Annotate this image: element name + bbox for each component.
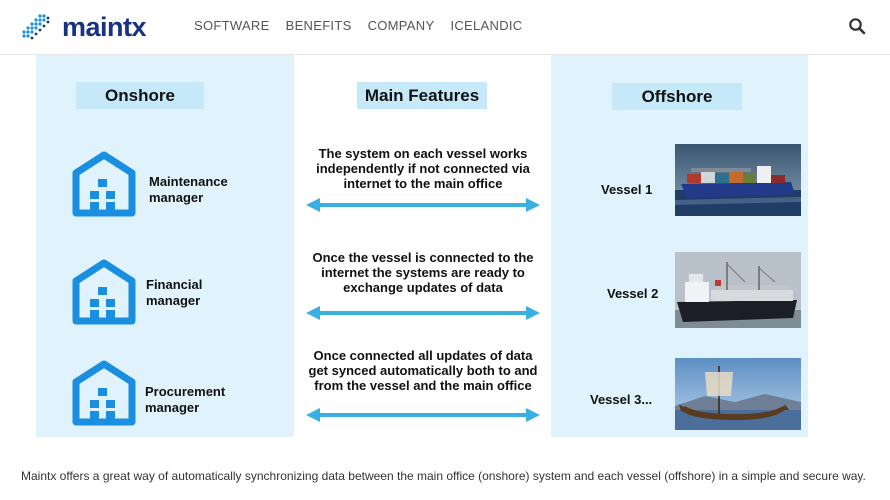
feature-line: The system on each vessel works	[318, 146, 528, 161]
vessel-2-label: Vessel 2	[607, 286, 659, 301]
feature-line: Once connected all updates of data	[313, 348, 533, 363]
nav-benefits[interactable]: BENEFITS	[285, 18, 352, 33]
manager-line: Financial	[146, 277, 203, 292]
feature-line: Once the vessel is connected to the	[312, 250, 534, 265]
manager-line: manager	[146, 293, 201, 308]
cargo-ship-photo	[675, 252, 801, 328]
double-arrow-icon	[304, 197, 542, 213]
main-nav	[194, 18, 523, 33]
viking-ship-photo	[675, 358, 801, 430]
sync-diagram	[36, 55, 808, 437]
financial-manager-label	[146, 277, 202, 309]
nav-company[interactable]: COMPANY	[367, 18, 435, 33]
warehouse-icon	[72, 151, 136, 217]
manager-line: manager	[145, 400, 200, 415]
main-features-heading: Main Features	[357, 82, 487, 109]
feature-line: from the vessel and the main office	[314, 378, 532, 393]
logo-mark-icon	[22, 12, 58, 42]
double-arrow-icon	[304, 305, 542, 321]
nav-software[interactable]: SOFTWARE	[194, 18, 270, 33]
maintenance-manager-label	[149, 174, 228, 206]
manager-line: Procurement	[145, 384, 226, 399]
feature-description	[304, 348, 542, 393]
manager-line: manager	[149, 190, 204, 205]
logo[interactable]	[22, 10, 152, 42]
feature-line: get synced automatically both to and	[308, 363, 538, 378]
site-header	[0, 0, 890, 55]
footer-description: Maintx offers a great way of automatically synchronizing data between the main office (onshore) system and each vessel (offshore) in a simple and secure way.	[21, 469, 866, 483]
warehouse-icon	[72, 259, 136, 325]
feature-line: independently if not connected via	[316, 161, 530, 176]
nav-icelandic[interactable]: ICELANDIC	[450, 18, 523, 33]
feature-description	[304, 146, 542, 191]
vessel-1-label: Vessel 1	[601, 182, 653, 197]
container-ship-photo	[675, 144, 801, 216]
feature-line: internet the systems are ready to	[321, 265, 525, 280]
search-icon[interactable]	[848, 17, 866, 35]
feature-description	[304, 250, 542, 295]
brand-name: maintx	[62, 12, 147, 42]
procurement-manager-label	[145, 384, 225, 416]
feature-line: exchange updates of data	[343, 280, 503, 295]
vessel-3-label: Vessel 3...	[590, 392, 653, 407]
onshore-heading: Onshore	[76, 82, 204, 109]
feature-line: internet to the main office	[343, 176, 503, 191]
manager-line: Maintenance	[149, 174, 228, 189]
offshore-heading: Offshore	[612, 83, 742, 110]
warehouse-icon	[72, 360, 136, 426]
double-arrow-icon	[304, 407, 542, 423]
